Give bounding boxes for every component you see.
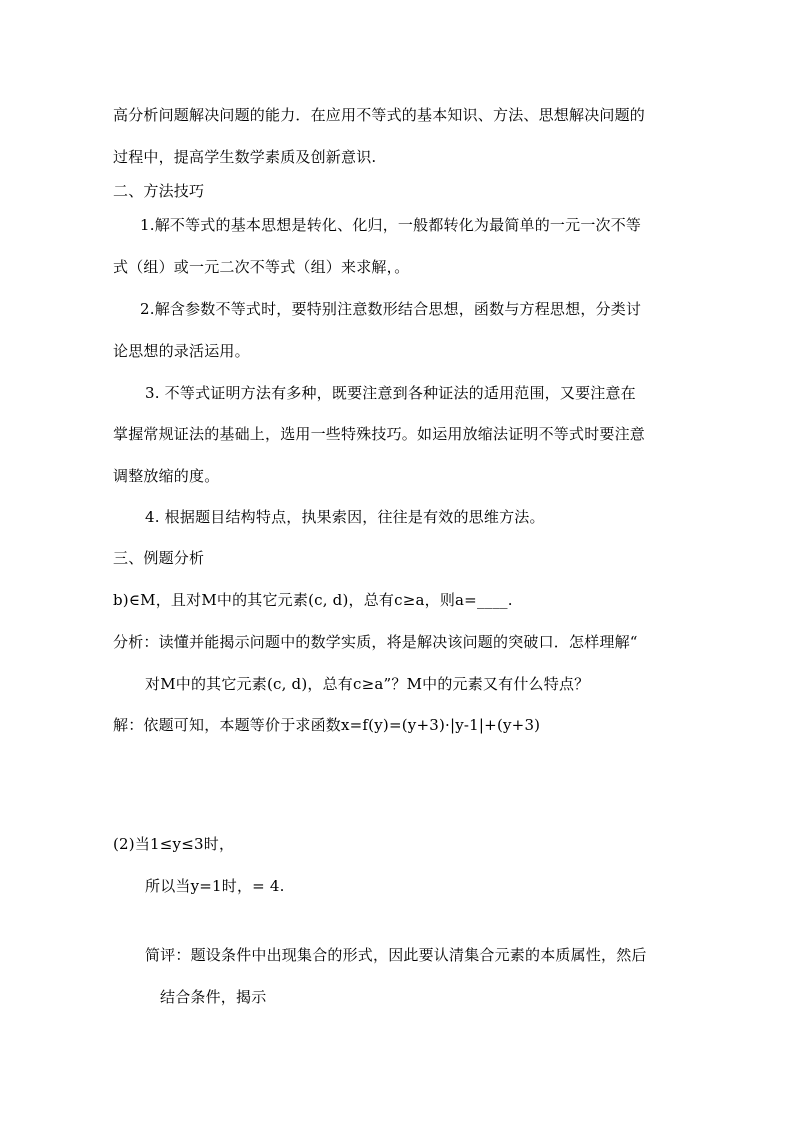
tip-3-line-3: 调整放缩的度。	[113, 467, 220, 485]
analysis-line-1: 分析：读懂并能揭示问题中的数学实质，将是解决该问题的突破口．怎样理解“	[113, 633, 638, 651]
tip-4-line-1: 4. 根据题目结构特点，执果索因，往往是有效的思维方法。	[145, 508, 545, 526]
case-2-line-2: 所以当y=1时，= 4.	[145, 877, 285, 895]
intro-paragraph-line-2: 过程中，提高学生数学素质及创新意识.	[113, 148, 377, 166]
example-statement: b)∈M，且对M中的其它元素(c, d)，总有c≥a，则a=____.	[113, 591, 513, 609]
tip-2-line-1: 2.解含参数不等式时，要特别注意数形结合思想，函数与方程思想，分类讨	[140, 300, 642, 318]
comment-line-2: 结合条件，揭示	[160, 988, 267, 1006]
analysis-line-2: 对M中的其它元素(c, d)，总有c≥a”？M中的元素又有什么特点？	[145, 675, 590, 693]
section-heading-methods: 二、方法技巧	[113, 182, 205, 200]
section-heading-examples: 三、例题分析	[113, 549, 205, 567]
tip-1-line-1: 1.解不等式的基本思想是转化、化归，一般都转化为最简单的一元一次不等	[140, 216, 642, 234]
case-2-line-1: (2)当1≤y≤3时，	[113, 835, 235, 853]
solution-line-1: 解：依题可知，本题等价于求函数x=f(y)=(y+3)·|y-1|+(y+3)	[113, 716, 541, 734]
tip-3-line-1: 3. 不等式证明方法有多种，既要注意到各种证法的适用范围，又要注意在	[145, 384, 636, 402]
intro-paragraph-line-1: 高分析问题解决问题的能力．在应用不等式的基本知识、方法、思想解决问题的	[113, 106, 646, 124]
tip-2-line-2: 论思想的录活运用。	[113, 342, 250, 360]
comment-line-1: 简评：题设条件中出现集合的形式，因此要认清集合元素的本质属性，然后	[145, 946, 647, 964]
tip-1-line-2: 式（组）或一元二次不等式（组）来求解，。	[113, 258, 410, 276]
tip-3-line-2: 掌握常规证法的基础上，选用一些特殊技巧。如运用放缩法证明不等式时要注意	[113, 425, 646, 443]
